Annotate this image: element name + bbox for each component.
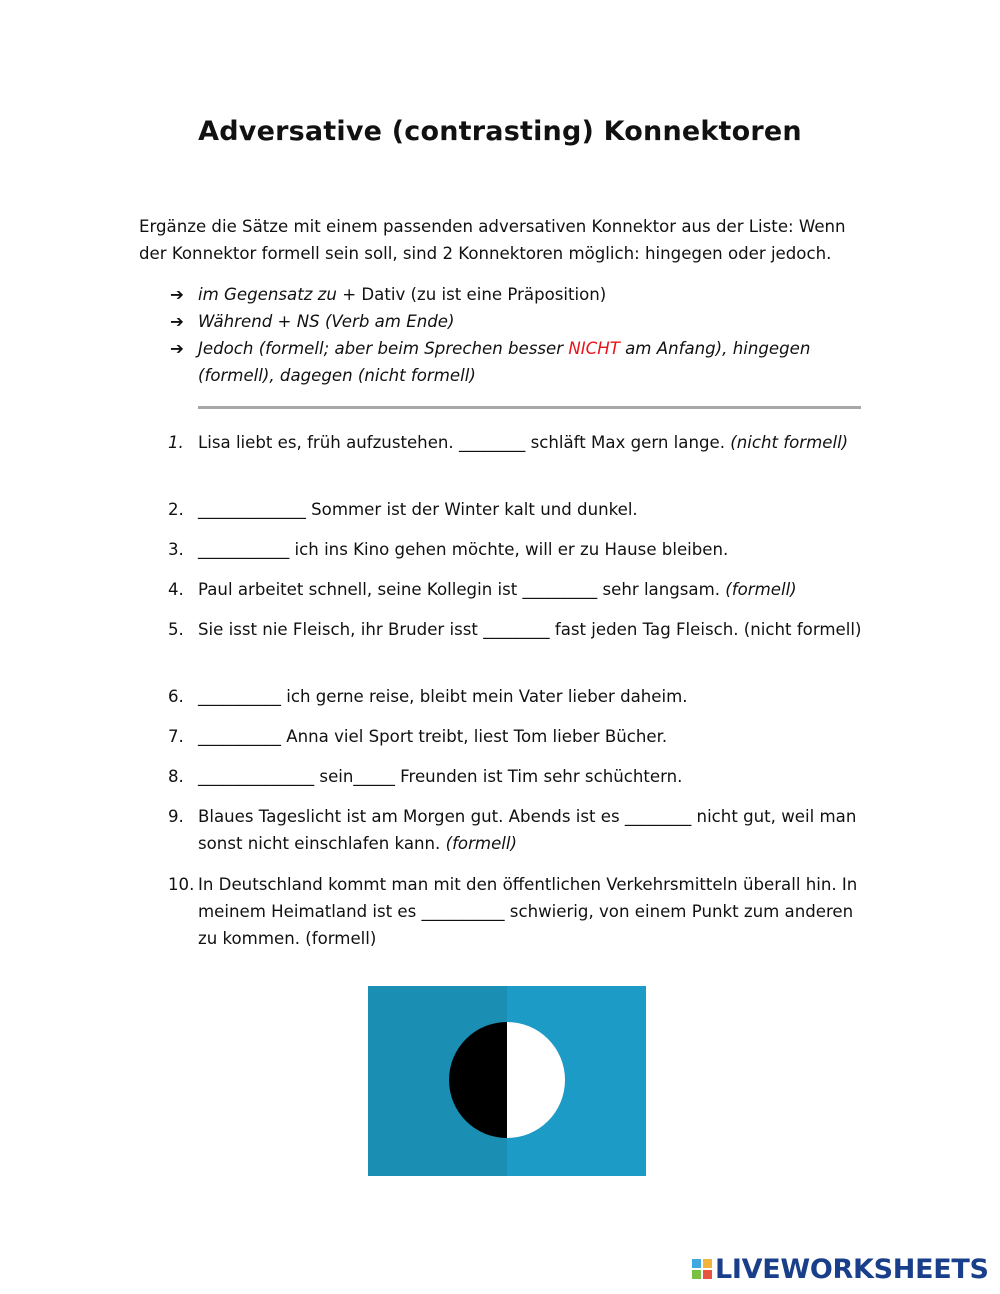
- page-title: Adversative (contrasting) Konnektoren: [198, 116, 802, 147]
- list-item: ➔ Während + NS (Verb am Ende): [170, 308, 870, 335]
- exercise-item: 8. ______________ sein_____ Freunden ist Tim sehr schüchtern.: [168, 767, 683, 786]
- logo-mark-icon: [692, 1259, 712, 1279]
- exercise-item: 4. Paul arbeitet schnell, seine Kollegin ist _________ sehr langsam. (formell): [168, 580, 797, 599]
- instructions: Ergänze die Sätze mit einem passenden adversativen Konnektor aus der Liste: Wenn der Konnektor formell sein soll, sind 2 Konnektoren möglich: hingegen oder jedoch.: [139, 217, 846, 263]
- list-item: ➔ im Gegensatz zu + Dativ (zu ist eine Präposition): [170, 281, 870, 308]
- list-item: ➔ Jedoch (formell; aber beim Sprechen besser NICHT am Anfang), hingegen (formell), dagegen (nicht formell): [170, 335, 870, 389]
- arrow-right-icon: ➔: [170, 312, 184, 331]
- exercise-item: 5. Sie isst nie Fleisch, ihr Bruder isst ________ fast jeden Tag Fleisch. (nicht formell): [168, 620, 862, 639]
- exercise-item: 1. Lisa liebt es, früh aufzustehen. ________ schläft Max gern lange. (nicht formell): [168, 433, 849, 452]
- exercise-item: 3. ___________ ich ins Kino gehen möchte, will er zu Hause bleiben.: [168, 540, 729, 559]
- half-moon-contrast-icon: [368, 986, 646, 1176]
- exercise-item: 10. In Deutschland kommt man mit den öffentlichen Verkehrsmitteln überall hin. In meinem Heimatland ist es __________ schwierig, von einem Punkt zum anderen zu kommen. (formell): [168, 875, 858, 948]
- exercise-item: 2. _____________ Sommer ist der Winter kalt und dunkel.: [168, 500, 638, 519]
- exercise-item: 9. Blaues Tageslicht ist am Morgen gut. Abends ist es ________ nicht gut, weil man sonst nicht einschlafen kann. (formell): [168, 807, 857, 853]
- liveworksheets-logo: [692, 1254, 989, 1284]
- arrow-right-icon: ➔: [170, 285, 184, 304]
- arrow-right-icon: ➔: [170, 339, 184, 358]
- emphasis-nicht: NICHT: [568, 339, 620, 358]
- logo-text: LIVEWORKSHEETS: [715, 1253, 989, 1285]
- exercise-item: 7. __________ Anna viel Sport treibt, liest Tom lieber Bücher.: [168, 727, 668, 746]
- divider: [198, 406, 861, 409]
- connector-list: [170, 281, 870, 389]
- exercise-item: 6. __________ ich gerne reise, bleibt mein Vater lieber daheim.: [168, 687, 688, 706]
